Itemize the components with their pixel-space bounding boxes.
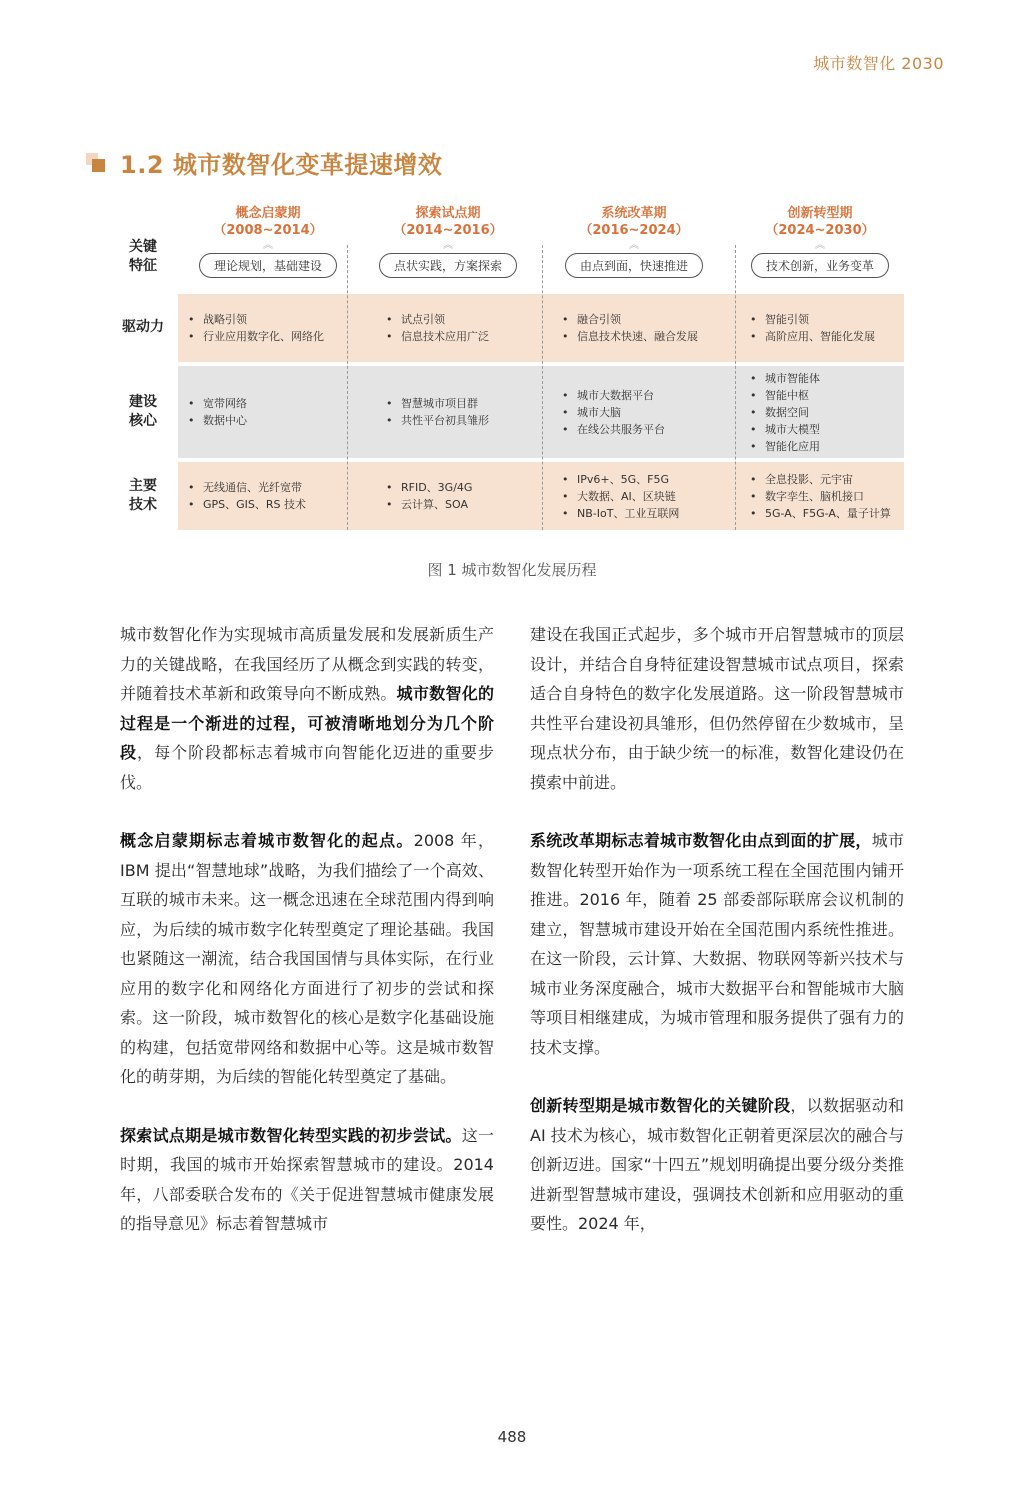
phase-feature-pill: 点状实践，方案探索 [379,253,517,278]
phase-years: （2016~2024） [579,223,689,238]
chevron-up-icon: ︽ [629,240,639,251]
list-item: • 城市大脑 [562,404,735,421]
list-item: • 行业应用数字化、网络化 [188,328,347,345]
timeline-figure [110,205,904,530]
chevron-up-icon: ︽ [263,240,273,251]
tech-cell-1 [178,462,347,530]
list-item: • 5G-A、F5G-A、量子计算 [750,505,904,522]
paragraph: 城市数智化作为实现城市高质量发展和发展新质生产力的关键战略，在我国经历了从概念到实践的转变，并随着技术革新和政策导向不断成熟。城市数智化的过程是一个渐进的过程，可被清晰地划分为几个阶段，每个阶段都标志着城市向智能化迈进的重要步伐。 [120,625,494,792]
list-item: • 城市大数据平台 [562,387,735,404]
paragraph: 概念启蒙期标志着城市数智化的起点。2008 年，IBM 提出“智慧地球”战略，为我们描绘了一个高效、互联的城市未来。这一概念迅速在全球范围内得到响应，为后续的城市数字化转型奠定了理论基础。我国也紧随这一潮流，结合我国国情与具体实际，在行业应用的数字化和网络化方面进行了初步的尝试和探索。这一阶段，城市数智化的核心是数字化基础设施的构建，包括宽带网络和数据中心等。这是城市数智化的萌芽期，为后续的智能化转型奠定了基础。 [120,831,494,1086]
phase-header-3 [544,205,724,278]
list-item: • 智能中枢 [750,387,904,404]
tech-cell-2 [376,462,542,530]
drive-cell-4 [740,294,904,362]
phase-name: 系统改革期 [601,206,667,221]
list-item: • 数据中心 [188,412,347,429]
section-heading [86,145,442,180]
phase-name: 概念启蒙期 [235,206,301,221]
column-divider [735,245,736,530]
phase-name: 探索试点期 [415,206,481,221]
phase-feature-pill: 技术创新，业务变革 [751,253,889,278]
phase-years: （2024~2030） [765,223,875,238]
drive-cell-3 [552,294,735,362]
paragraph: 系统改革期标志着城市数智化由点到面的扩展，城市数智化转型开始作为一项系统工程在全国范围内铺开推进。2016 年，随着 25 部委部际联席会议机制的建立，智慧城市建设开始在全国范围内系统性推进。在这一阶段，云计算、大数据、物联网等新兴技术与城市业务深度融合，城市大数据平台和智能城市大脑等项目相继建成，为城市管理和服务提供了强有力的技术支撑。 [530,831,904,1057]
list-item: • 大数据、AI、区块链 [562,488,735,505]
build-cell-2 [376,366,542,458]
row-label-build: 建设 核心 [129,394,157,429]
column-divider [542,245,543,530]
phase-header-4 [730,205,910,278]
drive-cell-2 [376,294,542,362]
list-item: • 城市智能体 [750,370,904,387]
chevron-up-icon: ︽ [815,240,825,251]
list-item: • 全息投影、元宇宙 [750,471,904,488]
drive-cell-1 [178,294,347,362]
phase-name: 创新转型期 [787,206,853,221]
build-cell-3 [552,366,735,458]
list-item: • RFID、3G/4G [386,479,542,496]
list-item: • 在线公共服务平台 [562,421,735,438]
list-item: • NB-IoT、工业互联网 [562,505,735,522]
paragraph: 探索试点期是城市数智化转型实践的初步尝试。这一时期，我国的城市开始探索智慧城市的建设。2014 年，八部委联合发布的《关于促进智慧城市健康发展的指导意见》标志着智慧城市 [120,1125,494,1233]
list-item: • 数字孪生、脑机接口 [750,488,904,505]
phase-years: （2014~2016） [393,223,503,238]
paragraph: 建设在我国正式起步，多个城市开启智慧城市的顶层设计，并结合自身特征建设智慧城市试点项目，探索适合自身特色的数字化发展道路。这一阶段智慧城市共性平台建设初具雏形，但仍然停留在少数城市，呈现点状分布，由于缺少统一的标准，数智化建设仍在摸索中前进。 [530,625,904,792]
header-brand: 城市数智化 2030 [813,54,944,73]
list-item: • 智能化应用 [750,438,904,455]
list-item: • 融合引领 [562,311,735,328]
body-column-left [120,620,494,1239]
phase-feature-pill: 理论规划，基础建设 [199,253,337,278]
row-label-drive: 驱动力 [122,319,164,335]
column-divider [347,245,348,530]
phase-header-2 [358,205,538,278]
phase-years: （2008~2014） [213,223,323,238]
phase-header-1 [178,205,358,278]
row-label-feature: 关键 特征 [129,239,157,274]
build-cell-1 [178,366,347,458]
section-square-icon [86,153,106,173]
list-item: • 共性平台初具雏形 [386,412,542,429]
row-label-tech: 主要 技术 [129,478,157,513]
figure-caption: 图 1 城市数智化发展历程 [427,561,597,579]
list-item: • 城市大模型 [750,421,904,438]
list-item: • 信息技术应用广泛 [386,328,542,345]
chevron-up-icon: ︽ [443,240,453,251]
build-cell-4 [740,366,904,458]
list-item: • 智能引领 [750,311,904,328]
list-item: • 高阶应用、智能化发展 [750,328,904,345]
list-item: • 战略引领 [188,311,347,328]
tech-cell-3 [552,462,735,530]
list-item: • IPv6+、5G、F5G [562,471,735,488]
page-number: 488 [497,1428,527,1446]
list-item: • 智慧城市项目群 [386,395,542,412]
list-item: • 信息技术快速、融合发展 [562,328,735,345]
body-column-right [530,620,904,1239]
paragraph: 创新转型期是城市数智化的关键阶段，以数据驱动和 AI 技术为核心，城市数智化正朝着更深层次的融合与创新迈进。国家“十四五”规划明确提出要分级分类推进新型智慧城市建设，强调技术创新和应用驱动的重要性。2024 年， [530,1096,904,1233]
list-item: • GPS、GIS、RS 技术 [188,496,347,513]
list-item: • 宽带网络 [188,395,347,412]
section-title: 1.2 城市数智化变革提速增效 [120,151,443,179]
tech-cell-4 [740,462,904,530]
list-item: • 数据空间 [750,404,904,421]
phase-feature-pill: 由点到面，快速推进 [565,253,703,278]
list-item: • 试点引领 [386,311,542,328]
list-item: • 无线通信、光纤宽带 [188,479,347,496]
list-item: • 云计算、SOA [386,496,542,513]
